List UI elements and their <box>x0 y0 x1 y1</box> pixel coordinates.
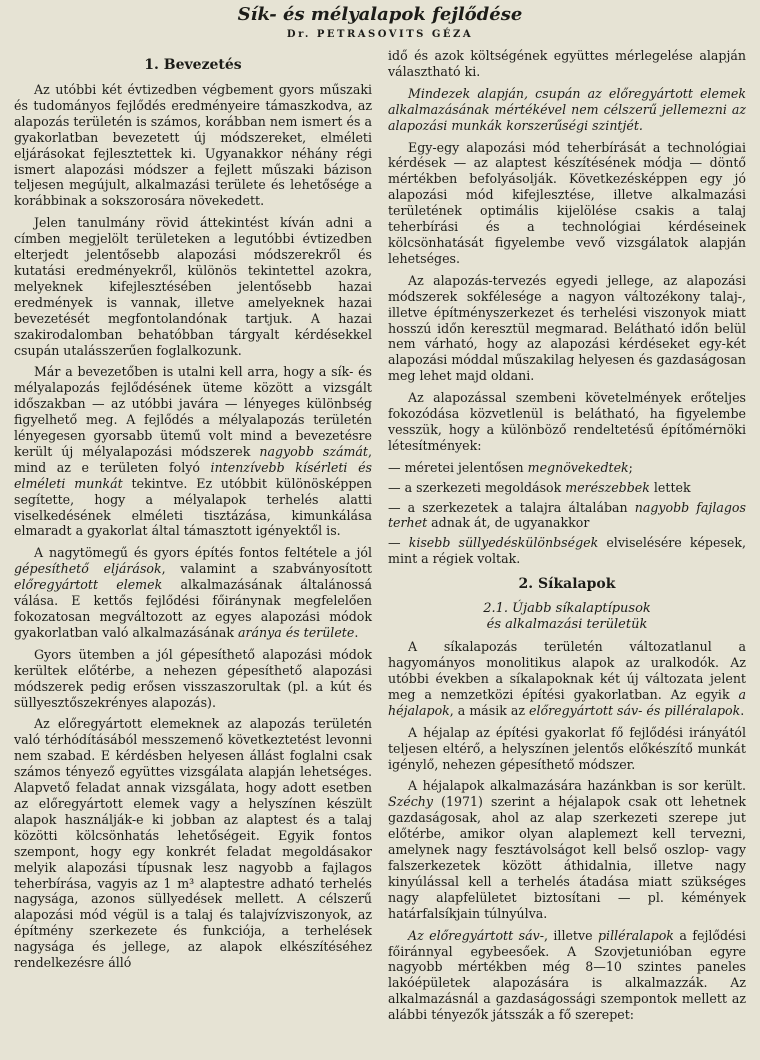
list-item <box>388 500 746 532</box>
paragraph: Az utóbbi két évtizedben végbement gyors műszaki és tudományos fejlődés eredményeire támaszkodva, az alapozás területén is számos, korábban nem ismert és a gyakorlatban bevezetett új módszereket, elméleti eljárásokat fejlesztettek ki. Ugyanakkor néhány régi ismert alapozási módszer a fejlett műszaki bázison teljesen megújult, alkalmazási területe és lehetősége a korábbinak a sokszorosára növekedett. <box>14 82 372 209</box>
emphasis: előregyártott sáv- és pilléralapok <box>529 702 741 718</box>
paragraph <box>388 639 746 719</box>
paragraph: Az alapozás-tervezés egyedi jellege, az alapozási módszerek sokfélesége a nagyon változékony talaj-, illetve építményszerkezet és terhelési viszonyok miatt hosszú időn keresztül megmarad. Belátható időn belül nem várható, hogy az alapozási kérdéseket egy-két alapozási móddal műszakilag helyesen és gazdaságosan meg lehet majd oldani. <box>388 272 747 384</box>
subsection-heading <box>388 601 746 633</box>
subsection-heading-line-2: és alkalmazási területük <box>486 617 648 633</box>
section-heading-shallow-foundations: 2. Síkalapok <box>518 576 616 593</box>
paragraph: Az előregyártott elemeknek az alapozás területén való térhódításából messzemenő következtetést levonni nem szabad. E kérdésben helyesen állást foglalni csak számos tényező együttes vizsgálata alapján lehetséges. Alapvető feladat annak vizsgálata, hogy adott esetben az előregyártott elemek vagy a helyszínen készült alapok használják-e ki jobban az alaptest és a talaj közötti kölcsönhatás lehetőségeit. Egyik fontos szempont, hogy egy konkrét feladat megoldásakor melyik alapozási típusnak lesz nagyobb a fajlagos teherbírása, vagyis az 1 m³ alaptestre adható terhelés nagysága, azonos süllyedések mellett. A célszerű alapozási mód végül is a talaj és talajvízviszonyok, az építmény szerkezete és funkciója, a terhelések nagysága és jellege, az alapok elkészítéséhez rendelkezésre álló <box>14 716 372 971</box>
text-run: . <box>354 624 359 640</box>
paragraph-continued: idő és azok költségének együttes mérlegelése alapján választható ki. <box>388 48 746 79</box>
text-run: — <box>388 535 409 551</box>
text-run: Már a bevezetőben is utalni kell arra, hogy a sík- és mélyalapozás fejlődésének üteme között a vizsgált időszakban — az utóbbi javára — lényeges különbség figyelhető meg. A fejlődés a mélyalapozás területén lényegesen gyorsabb ütemű volt mind a bevezetésre került új mélyalapozási módszerek <box>14 364 372 459</box>
text-run: — a szerkezetek a talajra általában <box>388 499 635 515</box>
paragraph: A héjalap az építési gyakorlat fő fejlődési irányától teljesen eltérő, a helyszínen jelentős előkészítő munkát igénylő, nehezen gépesíthető módszer. <box>388 724 746 772</box>
text-run: A nagytömegű és gyors építés fontos feltétele a jól <box>34 545 372 561</box>
paragraph <box>388 86 746 134</box>
emphasis: merészebbek <box>565 479 650 495</box>
left-column <box>14 48 372 1029</box>
text-run: alkalmazásának általánossá válása. E kettős fejlődési főiránynak megfelelően fokozatosan megváltozott az egyes alapozási módok gyakorlatban való alkalmazásának <box>14 577 373 640</box>
text-run: A héjalapok alkalmazására hazánkban is sor került. <box>408 778 746 794</box>
text-run: , illetve <box>543 927 598 943</box>
paragraph <box>14 545 372 640</box>
emphasis: Mindezek alapján, csupán az előregyártott elemek alkalmazásának mértékével nem célszerű jellemezni az alapozási munkák korszerűségi szintjét. <box>388 85 746 133</box>
list-item <box>388 535 746 567</box>
text-run: adnak át, de ugyanakkor <box>427 515 590 531</box>
emphasis: nagyobb fajlagos terhet <box>388 499 746 531</box>
text-run: lettek <box>649 479 691 495</box>
emphasis: Széchy <box>388 794 433 810</box>
paragraph <box>388 778 746 921</box>
paragraph: Az alapozással szembeni követelmények erőteljes fokozódása közvetlenül is belátható, ha figyelembe vesszük, hogy a különböző rendeltetésű építőmérnöki létesítmények: <box>388 390 746 453</box>
list-item <box>388 460 746 476</box>
text-run: a fejlődési főiránnyal egybeesőek. A Szovjetunióban egyre nagyobb mértékben még 8—10 szintes paneles lakóépületek alapozására is alkalmazzák. Az alkalmazásnál a gazdaságossági szempontok mellett az alábbi tényezők játsszák a fő szerepet: <box>388 927 746 1023</box>
emphasis: előregyártott elemek <box>14 577 163 593</box>
text-run: , valamint a szabványosított <box>161 561 372 577</box>
text-run: elviselésére képesek, mint a régiek voltak. <box>388 535 746 567</box>
emphasis: megnövekedtek <box>527 459 629 475</box>
subsection-heading-line-1: 2.1. Újabb síkalaptípusok <box>483 601 651 617</box>
paragraph: Egy-egy alapozási mód teherbírását a technológiai kérdések — az alaptest készítésének módja — döntő mértékben befolyásolják. Következésképpen egy jó alapozási mód kifejlesztése, illetve alkalmazási területének optimális kijelölése csakis a talaj teherbírási és a technológiai kérdéseinek kölcsönhatását figyelembe vevő vizsgálatok alapján lehetséges. <box>388 139 746 266</box>
text-run: . <box>740 702 745 718</box>
emphasis: a héjalapok <box>388 686 746 718</box>
emphasis: pilléralapok <box>598 927 674 943</box>
article-title: Sík- és mélyalapok fejlődése <box>237 4 523 25</box>
paragraph: Gyors ütemben a jól gépesíthető alapozási módok kerültek előtérbe, a nehezen gépesíthető alapozási módszerek pedig erősen visszaszorultak (pl. a kút és süllyesztőszekrényes alapozás). <box>14 646 372 710</box>
section-heading-introduction: 1. Bevezetés <box>144 57 242 73</box>
paragraph: Jelen tanulmány rövid áttekintést kíván adni a címben megjelölt területeken a legutóbbi évtizedben elterjedt jelentősebb alapozási módszerekről és kutatási eredményekről, különös tekintettel azokra, melyeknek kifejlesztésében jelentősebb hazai eredmények is vannak, illetve amelyeknek hazai bevezetését megfontolandónak tartjuk. A hazai szakirodalomban behatóbban tárgyalt kérdésekkel csupán utalásszerűen foglalkozunk. <box>14 215 372 358</box>
text-run: ; <box>628 459 633 475</box>
emphasis: nagyobb számát <box>259 443 368 459</box>
paragraph <box>14 364 372 539</box>
list-item <box>388 480 746 496</box>
emphasis: kisebb süllyedéskülönbségek <box>408 535 599 551</box>
emphasis: Az előregyártott sáv- <box>408 927 544 943</box>
emphasis: aránya és területe <box>237 624 355 640</box>
text-run: tekintve. Ez utóbbit különösképpen segítette, hogy a mélyalapok terhelés alatti viselkedésének elméleti tisztázása, kimunkálása elmaradt a gyakorlat által támasztott igényektől is. <box>14 475 372 539</box>
text-run: — méretei jelentősen <box>388 459 528 475</box>
text-run: — a szerkezeti megoldások <box>388 479 566 495</box>
text-run: A síkalapozás területén változatlanul a hagyományos monolitikus alapok az uralkodók. Az utóbbi években a síkalapoknak két új változata jelent meg a nemzetközi építési gyakorlatban. Az egyik <box>388 639 746 702</box>
two-column-body <box>14 48 746 1029</box>
paragraph <box>388 928 746 1023</box>
text-run: , mind az e területen folyó <box>14 443 372 475</box>
article-author: Dr. PETRASOVITS GÉZA <box>286 29 474 40</box>
right-column <box>388 48 746 1029</box>
text-run: , a másik az <box>449 702 530 718</box>
text-run: (1971) szerint a héjalapok csak ott lehetnek gazdaságosak, ahol az alap szerkezeti szerepe jut előtérbe, amikor olyan alaplemezt kell tervezni, amelynek nagy fesztávolságot kell belső oszlop- vagy falszerkezetek között áthidalnia, illetve nagy kinyúlással kell a terhelés átadása miatt szükséges nagy alapfelületet biztosítani — pl. kémények határfalsíkjain túlnyúlva. <box>388 794 746 921</box>
emphasis: gépesíthető eljárások <box>14 561 162 577</box>
emphasis: intenzívebb kísérleti és elméleti munkát <box>14 459 372 491</box>
